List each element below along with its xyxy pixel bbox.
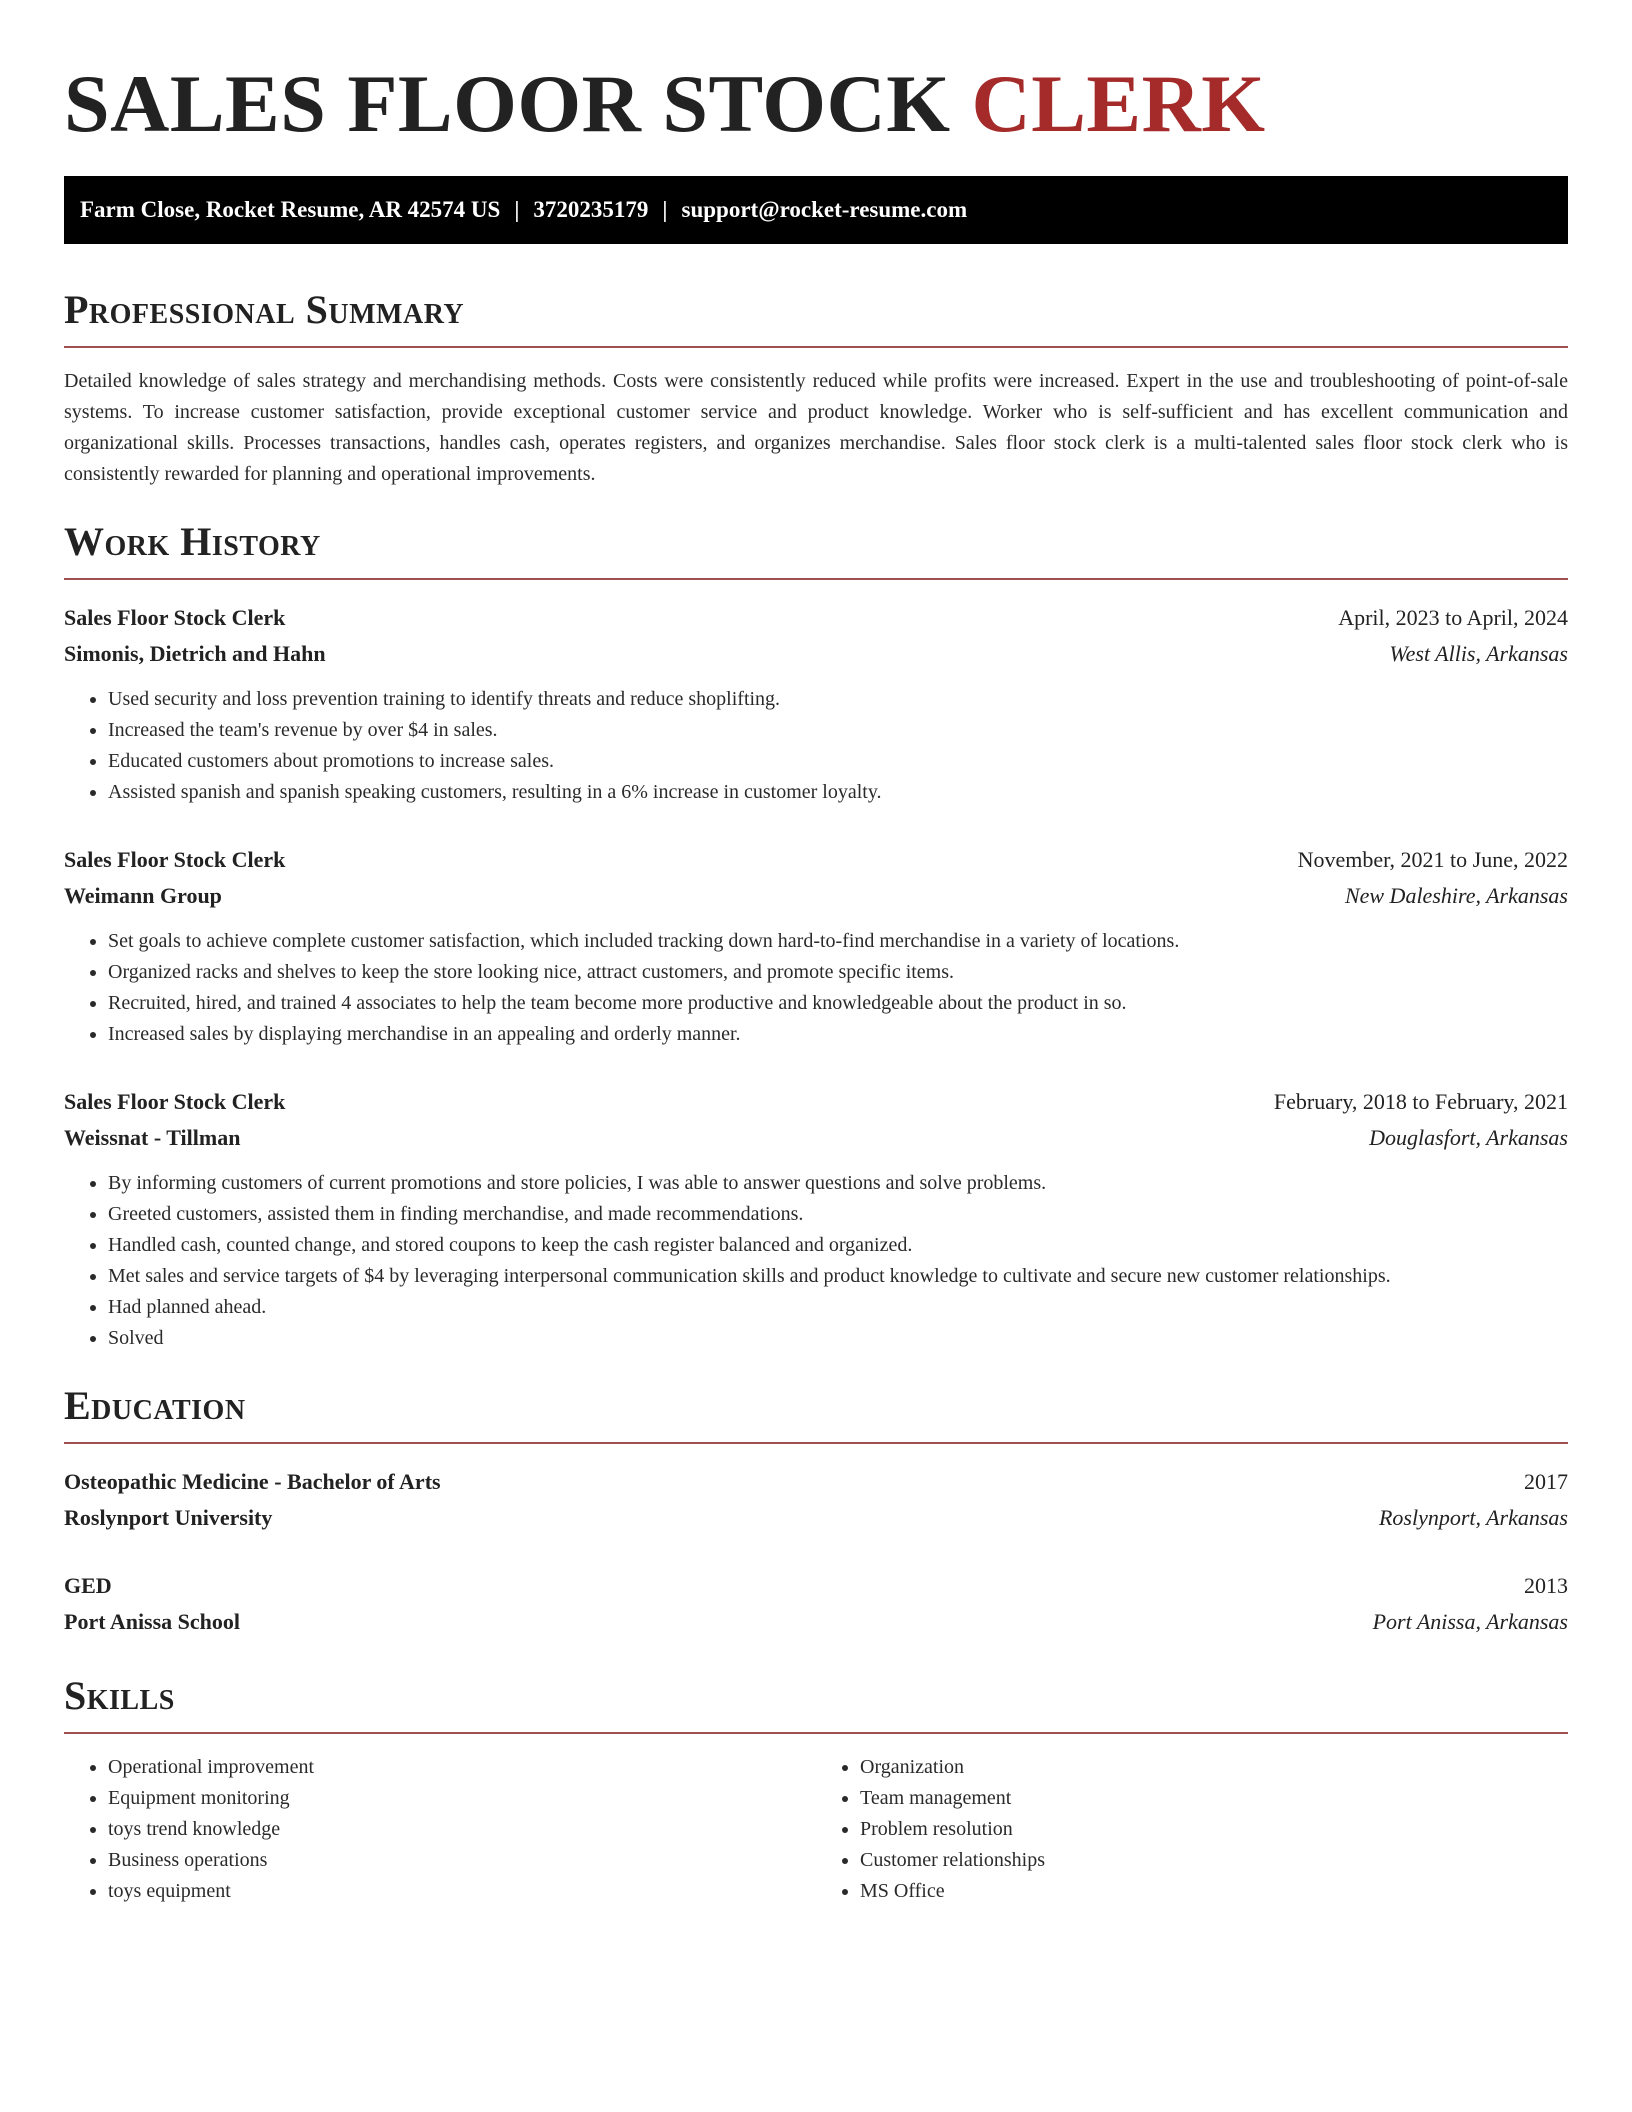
summary-heading: Professional Summary [64,287,465,332]
job-company: Simonis, Dietrich and Hahn [64,641,326,666]
education-heading: Education [64,1383,246,1428]
education-entry [64,1464,1568,1536]
education-school-row [64,1500,1568,1536]
section-divider [64,1442,1568,1444]
work-history-heading: Work History [64,519,321,564]
job-location: Douglasfort, Arkansas [1369,1125,1568,1150]
contact-separator: | [514,197,520,222]
contact-address: Farm Close, Rocket Resume, AR 42574 US [80,197,501,222]
job-header-row [64,600,1568,636]
list-item: • Assisted spanish and spanish speaking customers, resulting in a 6% increase in customer loyalty. [108,777,1568,808]
education-location: Port Anissa, Arkansas [1372,1609,1568,1634]
job-company-row [64,636,1568,672]
skills-grid [64,1752,1568,1907]
job-dates: April, 2023 to April, 2024 [1338,605,1568,630]
skill-item: • Operational improvement [108,1752,816,1783]
job-entry [64,600,1568,808]
job-company-row [64,1120,1568,1156]
list-item: • Solved [108,1323,1568,1354]
job-company: Weimann Group [64,883,222,908]
section-divider [64,346,1568,348]
title-main: SALES FLOOR STOCK [64,58,951,149]
job-dates: February, 2018 to February, 2021 [1273,1089,1568,1114]
education-school-row [64,1604,1568,1640]
list-item: • Organized racks and shelves to keep the store looking nice, attract customers, and promote specific items. [108,957,1568,988]
list-item: • Greeted customers, assisted them in finding merchandise, and made recommendations. [108,1199,1568,1230]
education-degree: GED [64,1573,112,1598]
education-entry [64,1568,1568,1640]
job-duties-list [64,926,1568,1050]
job-title: Sales Floor Stock Clerk [64,847,286,872]
list-item: • Had planned ahead. [108,1292,1568,1323]
contact-separator: | [662,197,668,222]
resume-title [64,0,1568,176]
title-accent: CLERK [971,58,1266,149]
education-degree: Osteopathic Medicine - Bachelor of Arts [64,1469,441,1494]
job-company: Weissnat - Tillman [64,1125,241,1150]
skill-item: • MS Office [860,1876,1568,1907]
list-item: • Set goals to achieve complete customer satisfaction, which included tracking down hard-to-find merchandise in a variety of locations. [108,926,1568,957]
job-header-row [64,842,1568,878]
list-item: • Used security and loss prevention training to identify threats and reduce shoplifting. [108,684,1568,715]
job-entry [64,1084,1568,1354]
list-item: • Recruited, hired, and trained 4 associates to help the team become more productive and knowledgeable about the product in so. [108,988,1568,1019]
list-item: • By informing customers of current promotions and store policies, I was able to answer questions and solve problems. [108,1168,1568,1199]
list-item: • Increased sales by displaying merchandise in an appealing and orderly manner. [108,1019,1568,1050]
contact-email: support@rocket-resume.com [681,197,968,222]
skill-item: • toys equipment [108,1876,816,1907]
education-school: Roslynport University [64,1505,273,1530]
skill-item: • Team management [860,1783,1568,1814]
skills-list-left [64,1752,816,1907]
job-header-row [64,1084,1568,1120]
skill-item: • toys trend knowledge [108,1814,816,1845]
section-divider [64,1732,1568,1734]
education-location: Roslynport, Arkansas [1378,1505,1568,1530]
list-item: • Increased the team's revenue by over $4 in sales. [108,715,1568,746]
job-duties-list [64,1168,1568,1354]
summary-text: Detailed knowledge of sales strategy and merchandising methods. Costs were consistently reduced while profits were increased. Expert in the use and troubleshooting of point-of-sale systems. To increase customer satisfaction, provide exceptional customer service and product knowledge. Worker who is self-sufficient and has excellent communication and organizational skills. Processes transactions, handles cash, operates registers, and organizes merchandise. Sales floor stock clerk is a multi-talented sales floor stock clerk who is consistently rewarded for planning and operational improvements. [64,370,1568,485]
job-location: New Daleshire, Arkansas [1344,883,1568,908]
education-year: 2013 [1524,1573,1568,1598]
skill-item: • Business operations [108,1845,816,1876]
contact-phone: 3720235179 [533,197,649,222]
education-year: 2017 [1524,1469,1568,1494]
job-entry [64,842,1568,1050]
education-degree-row [64,1464,1568,1500]
contact-bar [64,176,1568,244]
education-school: Port Anissa School [64,1609,241,1634]
job-duties-list [64,684,1568,808]
skill-item: • Problem resolution [860,1814,1568,1845]
skill-item: • Customer relationships [860,1845,1568,1876]
skill-item: • Equipment monitoring [108,1783,816,1814]
job-company-row [64,878,1568,914]
resume-page [64,0,1568,1907]
education-degree-row [64,1568,1568,1604]
list-item: • Met sales and service targets of $4 by leveraging interpersonal communication skills and product knowledge to cultivate and secure new customer relationships. [108,1261,1568,1292]
section-divider [64,578,1568,580]
list-item: • Educated customers about promotions to increase sales. [108,746,1568,777]
skill-item: • Organization [860,1752,1568,1783]
list-item: • Handled cash, counted change, and stored coupons to keep the cash register balanced and organized. [108,1230,1568,1261]
job-title: Sales Floor Stock Clerk [64,605,286,630]
job-dates: November, 2021 to June, 2022 [1297,847,1568,872]
job-title: Sales Floor Stock Clerk [64,1089,286,1114]
job-location: West Allis, Arkansas [1389,641,1568,666]
skills-list-right [816,1752,1568,1907]
skills-heading: Skills [64,1673,175,1718]
